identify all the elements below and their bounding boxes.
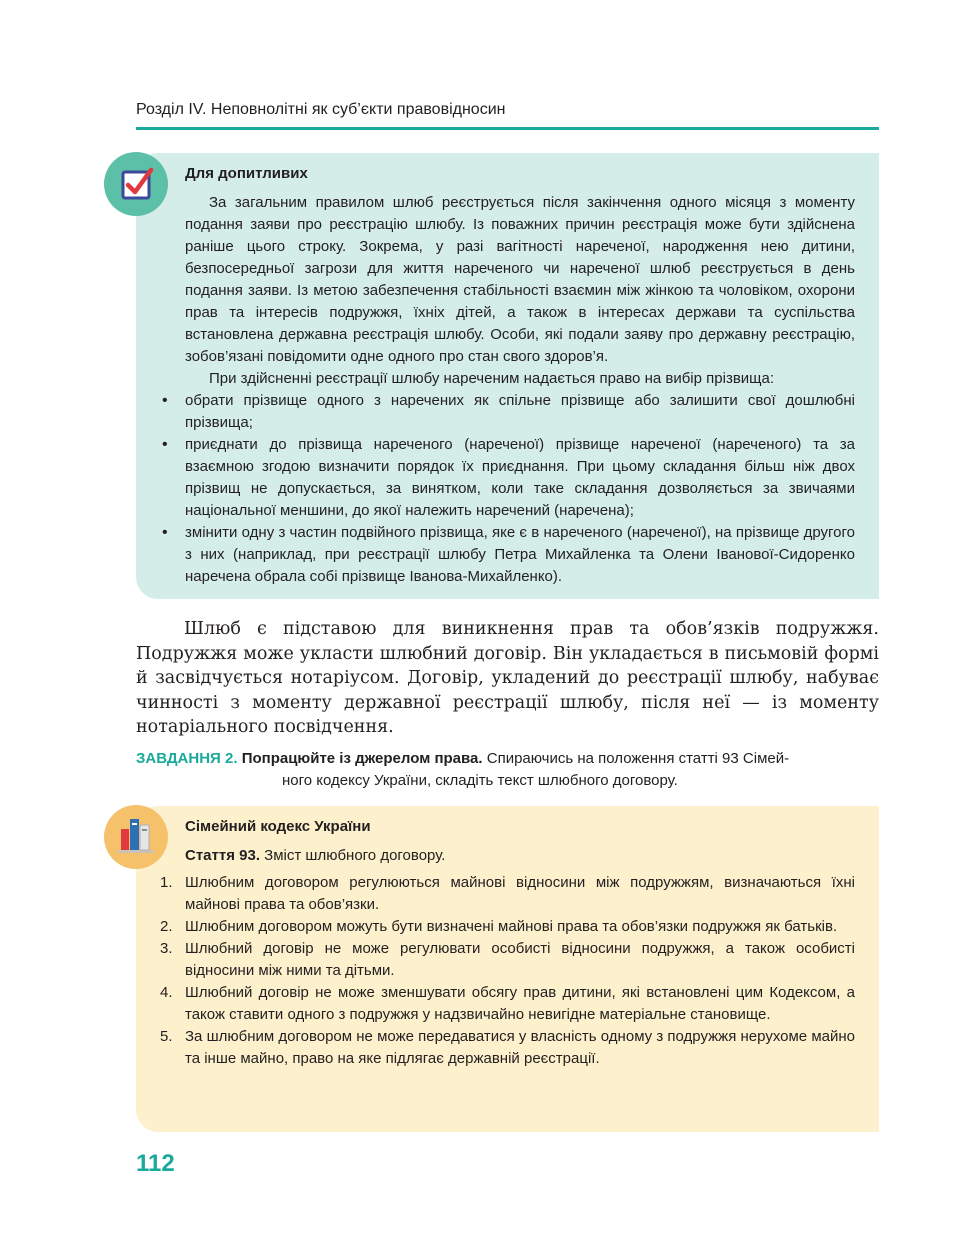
list-item: 1. Шлюбним договором регулюються майнові відносини між подружжям, визначаються їхні майнові права та обов’язки. — [160, 874, 855, 913]
checkbox-icon — [104, 152, 168, 216]
task-2 — [136, 748, 879, 792]
running-header: Розділ IV. Неповнолітні як суб’єкти правовідносин — [136, 101, 506, 118]
list-item: 3. Шлюбний договір не може регулювати особисті відносини подружжя, а також особисті відносини між ними та дітьми. — [160, 940, 855, 979]
task-text-continued: ного кодексу України, складіть текст шлюбного договору. — [282, 772, 678, 789]
page-number: 112 — [136, 1150, 175, 1177]
list-item: 4. Шлюбний договір не може зменшувати обсягу прав дитини, які встановлені цим Кодексом, а також ставити одного з подружжя у надзвичайно невигідне матеріальне становище. — [160, 984, 855, 1023]
curious-box-title: Для допитливих — [185, 165, 308, 182]
list-item: 5. За шлюбним договором не може передаватися у власність одному з подружжя нерухоме майно та інше майно, право на яке підлягає державній реєстрації. — [160, 1028, 855, 1067]
article-items-list — [160, 872, 855, 1070]
task-label: ЗАВДАННЯ 2. — [136, 750, 238, 767]
curious-paragraph-2: При здійсненні реєстрації шлюбу нареченим надається право на вибір прізвища: — [209, 370, 775, 387]
article-title: Зміст шлюбного договору. — [264, 847, 446, 864]
list-item: 2. Шлюбним договором можуть бути визначені майнові права та обов’язки подружжя як батьків. — [160, 918, 838, 935]
books-icon — [104, 805, 168, 869]
list-item: • приєднати до прізвища нареченого (нареченої) прізвище нареченої (нареченого) та за взаємною згодою визначити порядок їх приєднання. При цьому складання більш ніж двох прізвищ не допускається, за винятком, коли таке складання дозволяється за звичаями національної меншини, до якої належить наречений (наречена); — [160, 434, 855, 522]
article-label: Стаття 93. — [185, 847, 260, 864]
list-item: • змінити одну з частин подвійного прізвища, яке є в нареченого (нареченої), на прізвище другого з них (наприклад, при реєстрації шлюбу Петра Михайленка та Олени Іванової-Сидоренко наречена обрала собі прізвище Іванова-Михайленко). — [160, 522, 855, 588]
curious-paragraph-1: За загальним правилом шлюб реєструється після закінчення одного місяця з моменту подання заяви про реєстрацію шлюбу. Із поважних причин реєстрація може бути здійснена раніше цього строку. Зокрема, у разі вагітності нареченої, народження нею дитини, безпосередньої загрози для життя нареченого чи нареченої шлюб реєструється в день подання заяви. Із метою забезпечення стабільності взаємин між жінкою та чоловіком, охорони прав та інтересів подружжя, їхніх дітей, а також в інтересах держави та суспільства встановлена державна реєстрація шлюбу. Особи, які подали заяву про державну реєстрацію, зобов’язані повідомити одне одного про стан свого здоров’я. — [185, 194, 855, 365]
task-instruction: Попрацюйте із джерелом права. — [241, 750, 483, 767]
list-item: • обрати прізвище одного з наречених як спільне прізвище або залишити свої дошлюбні прізвища; — [160, 390, 855, 434]
article-heading — [185, 845, 855, 867]
task-text: Спираючись на положення статті 93 Сімей- — [486, 750, 790, 767]
header-rule — [136, 127, 879, 130]
family-code-title: Сімейний кодекс України — [185, 818, 371, 835]
main-paragraph: Шлюб є підставою для виникнення прав та обов’язків подружжя. Подружжя може укласти шлюбний договір. Він укладається в письмовій формі й засвідчується нотаріусом. Договір, укладений до реєстрації шлюбу, набуває чинності з моменту державної реєстрації шлюбу, після неї — із моменту нотаріального посвідчення. — [136, 619, 879, 737]
surname-options-list — [160, 390, 855, 588]
